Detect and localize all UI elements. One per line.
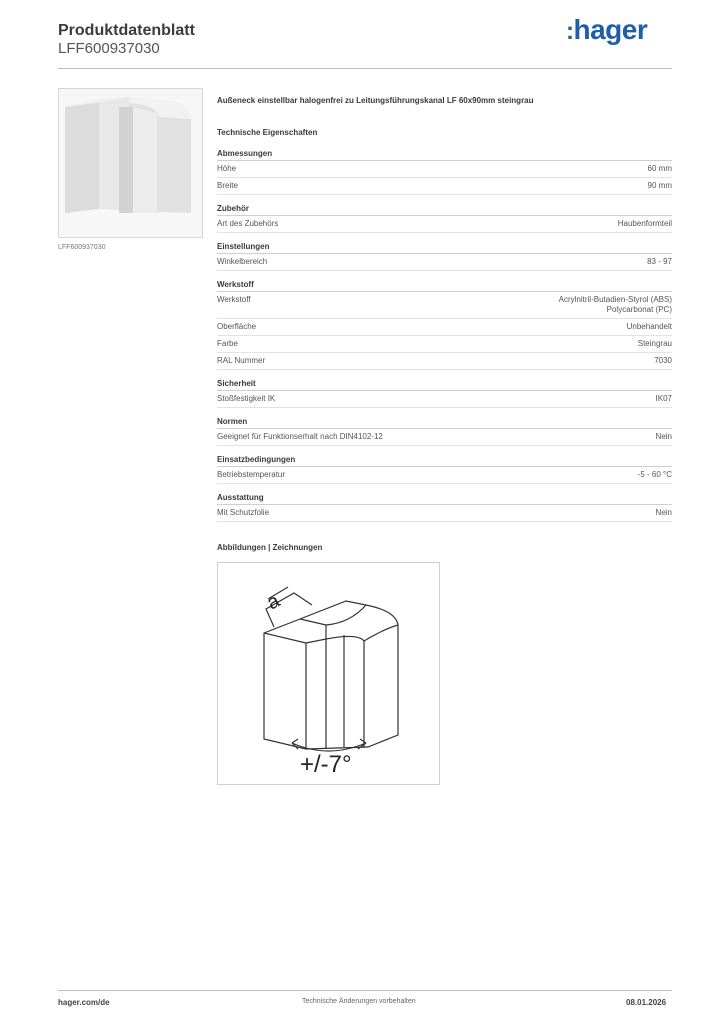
- footer-website-link[interactable]: hager.com/de: [58, 998, 110, 1007]
- product-code: LFF600937030: [58, 40, 160, 57]
- spec-label: Mit Schutzfolie: [217, 508, 270, 517]
- spec-label: Werkstoff: [217, 295, 251, 304]
- section-head: Einstellungen: [217, 242, 672, 254]
- spec-row: [217, 391, 672, 408]
- spec-row: [217, 429, 672, 446]
- spec-label: Farbe: [217, 339, 238, 348]
- figures-title: Abbildungen | Zeichnungen: [217, 543, 323, 552]
- section-accessories: [217, 204, 672, 233]
- technical-drawing-box: [217, 562, 440, 785]
- spec-row: [217, 178, 672, 195]
- section-equipment: [217, 493, 672, 522]
- section-material: [217, 280, 672, 370]
- logo-word: hager: [573, 14, 648, 45]
- thumbnail-caption: LFF600937030: [58, 244, 106, 251]
- spec-value: IK07: [655, 394, 672, 403]
- spec-label: RAL Nummer: [217, 356, 266, 365]
- product-photo: [59, 89, 202, 237]
- spec-row: [217, 254, 672, 271]
- hager-logo[interactable]: [566, 14, 647, 46]
- spec-label: Betriebstemperatur: [217, 470, 286, 479]
- section-operating-conditions: [217, 455, 672, 484]
- doc-title: Produktdatenblatt: [58, 22, 195, 39]
- footer-date: 08.01.2026: [626, 998, 667, 1007]
- spec-label: Stoßfestigkeit IK: [217, 394, 276, 403]
- spec-content: [217, 96, 672, 531]
- spec-value: Haubenformteil: [617, 219, 672, 228]
- spec-value: 90 mm: [647, 181, 672, 190]
- spec-value: Unbehandelt: [626, 322, 672, 331]
- spec-row: [217, 161, 672, 178]
- section-settings: [217, 242, 672, 271]
- section-head: Normen: [217, 417, 672, 429]
- footer-divider: [58, 990, 672, 991]
- spec-label: Geeignet für Funktionserhalt nach DIN4102-12: [217, 432, 383, 441]
- section-dimensions: [217, 149, 672, 195]
- spec-row: [217, 292, 672, 319]
- dimension-label-a: a: [263, 589, 284, 615]
- spec-value: Nein: [655, 432, 672, 441]
- spec-row: [217, 353, 672, 370]
- spec-row: [217, 467, 672, 484]
- spec-row: [217, 505, 672, 522]
- spec-value: Steingrau: [637, 339, 672, 348]
- header-divider: [58, 68, 672, 69]
- spec-label: Art des Zubehörs: [217, 219, 279, 228]
- spec-value-line: Polycarbonat (PC): [606, 305, 672, 314]
- section-safety: [217, 379, 672, 408]
- spec-value: Nein: [655, 508, 672, 517]
- spec-value: [559, 295, 672, 315]
- spec-row: [217, 319, 672, 336]
- section-head: Werkstoff: [217, 280, 672, 292]
- spec-label: Höhe: [217, 164, 237, 173]
- angle-label: +/-7°: [300, 751, 352, 778]
- spec-label: Winkelbereich: [217, 257, 268, 266]
- spec-row: [217, 216, 672, 233]
- tech-properties-title: Technische Eigenschaften: [217, 128, 318, 137]
- spec-value: 83 - 97: [647, 257, 672, 266]
- footer-disclaimer: Technische Änderungen vorbehalten: [302, 998, 416, 1005]
- product-thumbnail: [58, 88, 203, 238]
- section-standards: [217, 417, 672, 446]
- spec-value: 7030: [654, 356, 672, 365]
- spec-label: Breite: [217, 181, 238, 190]
- section-head: Sicherheit: [217, 379, 672, 391]
- spec-value: 60 mm: [647, 164, 672, 173]
- spec-value-line: Acrylnitril-Butadien-Styrol (ABS): [558, 295, 672, 304]
- spec-row: [217, 336, 672, 353]
- spec-label: Oberfläche: [217, 322, 257, 331]
- spec-value: -5 - 60 °C: [637, 470, 672, 479]
- section-head: Ausstattung: [217, 493, 672, 505]
- section-head: Einsatzbedingungen: [217, 455, 672, 467]
- logo-dots: :: [566, 18, 574, 45]
- section-head: Abmessungen: [217, 149, 672, 161]
- section-head: Zubehör: [217, 204, 672, 216]
- product-title: Außeneck einstellbar halogenfrei zu Leitungsführungskanal LF 60x90mm steingrau: [217, 96, 534, 105]
